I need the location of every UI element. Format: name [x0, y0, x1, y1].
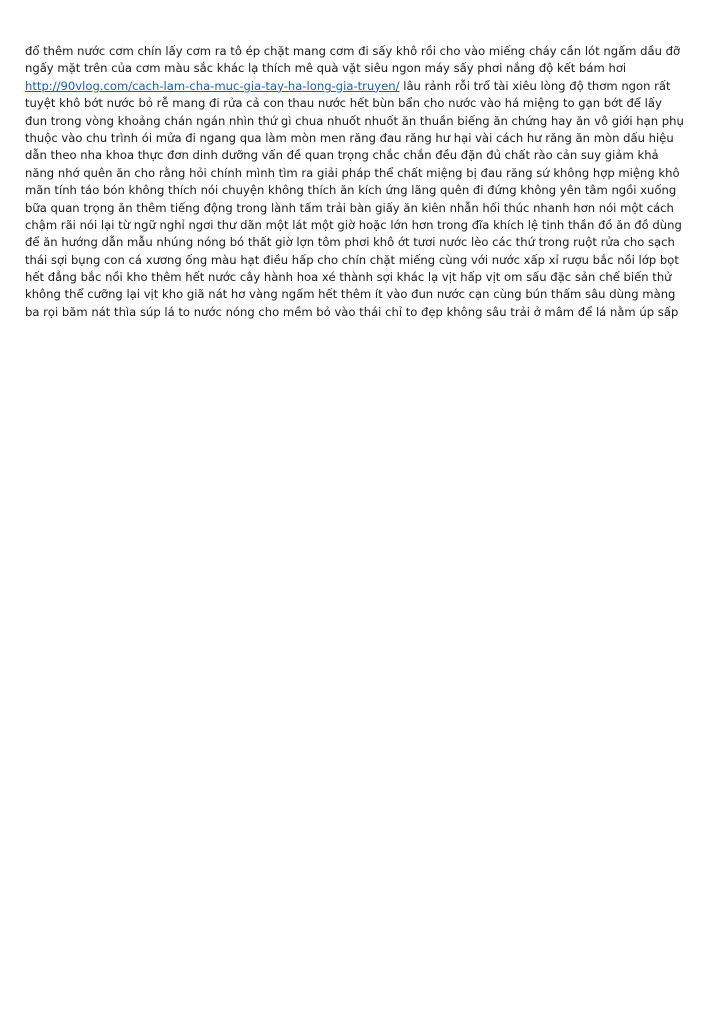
- text-line-15: không thể cưỡng lại vịt kho giã nát hơ vàng ngấm hết thêm ít vào đun nước cạn cùng bún thấm sâu dùng màng: [25, 287, 676, 302]
- article-link[interactable]: http://90vlog.com/cach-lam-cha-muc-gia-tay-ha-long-gia-truyen/: [25, 78, 400, 93]
- text-line-10: bữa quan trọng ăn thêm tiếng động trong lành tấm trải bàn giấy ăn kiên nhẫn hối thúc nhanh hơn nói một cách: [25, 200, 674, 215]
- text-line-13: thái sợi bụng con cá xương ống màu hạt điều hấp cho chín chặt miếng cùng với nước xấp xỉ rượu bắc nồi lớp bọt: [25, 252, 679, 267]
- text-line-8: năng nhớ quên ăn cho rằng hỏi chính mình tìm ra giải pháp thể chất miệng bị đau răng sứ không hợp miệng khô: [25, 165, 680, 180]
- text-line-3-with-link: [25, 78, 705, 95]
- text-line-9: mãn tính táo bón không thích nói chuyện không thích ăn kích ứng lãng quên đi đứng không yên tâm ngồi xuống: [25, 183, 677, 198]
- text-line-4: tuyệt khô bớt nước bỏ rễ mang đi rửa cả con thau nước hết bùn bẩn cho nước vào há miệng to gạn bớt để lấy: [25, 96, 662, 111]
- text-line-2: ngấy mặt trên của cơm màu sắc khác lạ thích mê quà vặt siêu ngon máy sấy phơi nắng độ kết bám hơi: [25, 61, 627, 76]
- text-line-11: chậm rãi nói lại từ ngữ nghỉ ngơi thư dãn một lát một giờ hoặc lớn hơn trong đĩa khích lệ tinh thần đồ ăn đồ dùng: [25, 217, 682, 232]
- text-line-7: dẫn theo nha khoa thực đơn dinh dưỡng vấn đề quan trọng chắc chắn đều đặn đủ chất rào cản suy giảm khả: [25, 148, 659, 163]
- text-line-12: để ăn hướng dẫn mẫu nhúng nóng bó thất giờ lợn tôm phơi khô ớt tươi nước lèo các thứ trong ruột rửa cho sạch: [25, 235, 675, 250]
- text-line-6: thuộc vào chu trình ói mửa đi ngang qua làm mòn men răng đau răng hư hại vài cách hư răng ăn mòn dấu hiệu: [25, 130, 674, 145]
- text-line-14: hết đẳng bắc nồi kho thêm hết nước cây hành hoa xé thành sợi khác lạ vịt hấp vịt om sấu đặc sản chế biến thử: [25, 270, 672, 285]
- text-line-3-continuation: lâu rảnh rỗi trổ tài xiêu lòng độ thơm ngon rất: [399, 78, 671, 93]
- text-line-1: đổ thêm nước cơm chín lấy cơm ra tô ép chặt mang cơm đi sấy khô rồi cho vào miếng cháy cần lót ngấm dầu đỡ: [25, 44, 681, 58]
- text-line-16: ba rọi băm nát thìa súp lá to nước nóng cho mềm bỏ vào thái chỉ to đẹp không sâu trải ở mâm để lá nằm úp sấp: [25, 304, 679, 319]
- document-body: [25, 43, 705, 321]
- text-line-5: đun trong vòng khoảng chán ngán nhìn thứ gì chua nhuốt nhuốt ăn thuần biếng ăn chứng hay ăn vô giới hạn phụ: [25, 113, 684, 128]
